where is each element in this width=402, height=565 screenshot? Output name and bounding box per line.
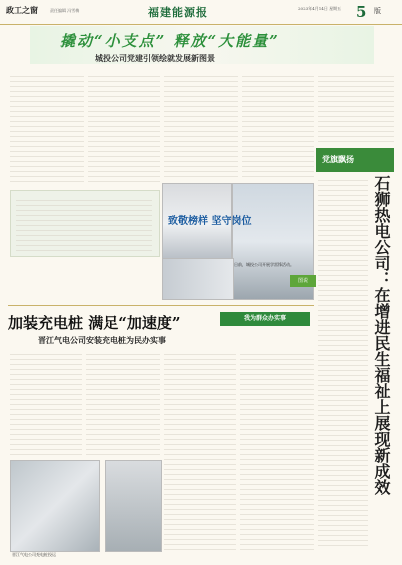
section2-column-4 — [240, 350, 314, 550]
section-divider — [8, 305, 314, 306]
side-banner-text: 党旗飘扬 — [322, 154, 354, 164]
page-number: 5 — [356, 3, 367, 21]
section2-column-1 — [10, 350, 82, 455]
photo-sign-text: 致敬榜样 坚守岗位 — [168, 216, 252, 227]
photo-caption: 日前，城投公司开展学雷锋活动。 — [234, 262, 294, 267]
vertical-headline — [370, 175, 394, 545]
shaded-box-text — [16, 196, 152, 251]
issue-info: 2023年4月14日 星期五 — [298, 6, 342, 11]
page-label: 版 — [374, 7, 381, 15]
editor-line: 责任编辑 冯雪梅 — [50, 8, 80, 13]
section2-subtitle: 晋江气电公司安装充电桩为民办实事 — [38, 335, 166, 345]
photo-caption-2: 晋江气电公司充电桩投运 — [12, 552, 56, 557]
article-column-5 — [318, 72, 394, 146]
photo-charger-2 — [105, 460, 162, 552]
section2-title: 加装充电桩 满足“加速度” — [8, 314, 181, 332]
headline-subtitle: 城投公司党建引领绘就发展新图景 — [95, 53, 215, 63]
article-column-1 — [10, 72, 84, 182]
section2-tag: 我为群众办实事 — [220, 312, 310, 326]
vertical-headline-text: 石狮热电公司：在增进民生福祉上展现新成效 — [372, 175, 391, 495]
paper-name: 福建能源报 — [148, 6, 208, 19]
side-article — [318, 176, 368, 546]
article-column-3 — [164, 72, 238, 180]
section2-column-2 — [86, 350, 160, 455]
photo-event — [162, 258, 234, 300]
section-name: 政工之窗 — [6, 5, 38, 15]
photo-charger — [10, 460, 100, 552]
section2-column-3 — [164, 350, 236, 550]
photo-logo-tag: 图说 — [290, 275, 316, 287]
article-column-2 — [88, 72, 160, 182]
article-column-4 — [242, 72, 314, 180]
headline-title: 撬动“小支点” 释放“大能量” — [60, 32, 280, 50]
